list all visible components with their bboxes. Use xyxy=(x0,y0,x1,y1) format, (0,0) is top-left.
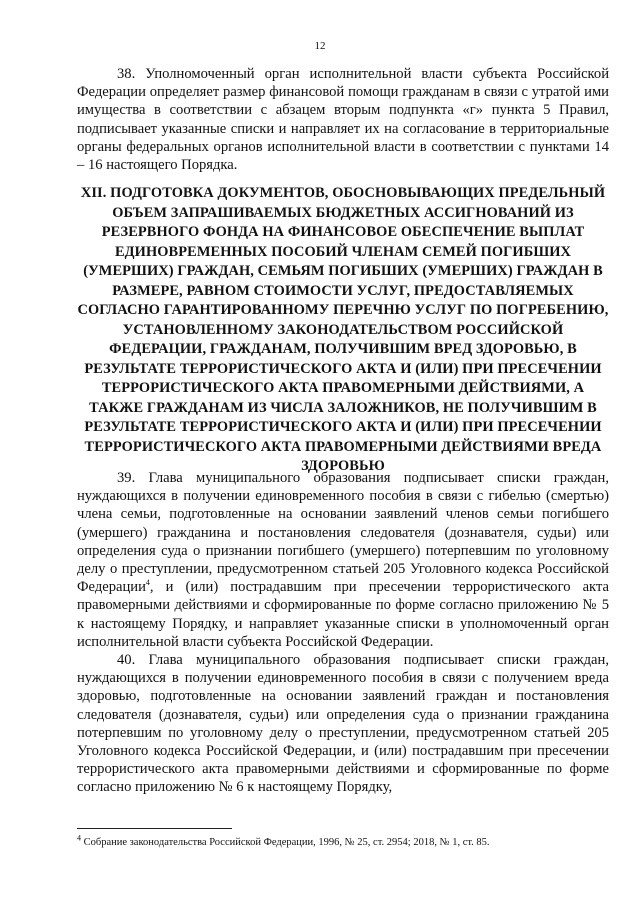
footnote-divider xyxy=(77,828,232,829)
footnote-text: Собрание законодательства Российской Федерации, 1996, № 25, ст. 2954; 2018, № 1, ст. 85. xyxy=(81,837,490,848)
paragraph-39-text-end: , и (или) пострадавшим при пресечении террористического акта правомерными действиями и сформированные по форме согласно приложению № 5 к настоящему Порядку, и направляет указанные списки в уполномоченный орган исполнительной власти субъекта Российской Федерации. xyxy=(77,579,609,650)
section-heading: XII. ПОДГОТОВКА ДОКУМЕНТОВ, ОБОСНОВЫВАЮЩИХ ПРЕДЕЛЬНЫЙ ОБЪЕМ ЗАПРАШИВАЕМЫХ БЮДЖЕТНЫХ АССИГНОВАНИЙ ИЗ РЕЗЕРВНОГО ФОНДА НА ФИНАНСОВОЕ ОБЕСПЕЧЕНИЕ ВЫПЛАТ ЕДИНОВРЕМЕННЫХ ПОСОБИЙ ЧЛЕНАМ СЕМЕЙ ПОГИБШИХ (УМЕРШИХ) ГРАЖДАН, СЕМЬЯМ ПОГИБШИХ (УМЕРШИХ) ГРАЖДАН В РАЗМЕРЕ, РАВНОМ СТОИМОСТИ УСЛУГ, ПРЕДОСТАВЛЯЕМЫХ СОГЛАСНО ГАРАНТИРОВАННОМУ ПЕРЕЧНЮ УСЛУГ ПО ПОГРЕБЕНИЮ, УСТАНОВЛЕННОМУ ЗАКОНОДАТЕЛЬСТВОМ РОССИЙСКОЙ ФЕДЕРАЦИИ, ГРАЖДАНАМ, ПОЛУЧИВШИМ ВРЕД ЗДОРОВЬЮ, В РЕЗУЛЬТАТЕ ТЕРРОРИСТИЧЕСКОГО АКТА И (ИЛИ) ПРИ ПРЕСЕЧЕНИИ ТЕРРОРИСТИЧЕСКОГО АКТА ПРАВОМЕРНЫМИ ДЕЙСТВИЯМИ, А ТАКЖЕ ГРАЖДАНАМ ИЗ ЧИСЛА ЗАЛОЖНИКОВ, НЕ ПОЛУЧИВШИМ В РЕЗУЛЬТАТЕ ТЕРРОРИСТИЧЕСКОГО АКТА И (ИЛИ) ПРИ ПРЕСЕЧЕНИИ ТЕРРОРИСТИЧЕСКОГО АКТА ПРАВОМЕРНЫМИ ДЕЙСТВИЯМИ ВРЕДА ЗДОРОВЬЮ xyxy=(77,185,609,474)
footnote-reference: 4 xyxy=(145,578,150,588)
paragraph-40: 40. Глава муниципального образования подписывает списки граждан, нуждающихся в получении единовременного пособия в связи с получением вреда здоровью, подготовленные на основании заявлений граждан и постановления следователя (дознавателя, судьи) или определения суда о признании гражданина потерпевшим по уголовному делу о преступлении, предусмотренном статьей 205 Уголовного кодекса Российской Федерации, и (или) пострадавшим при пресечении террористического акта правомерными действиями и сформированные по форме согласно приложению № 6 к настоящему Порядку, xyxy=(77,652,609,796)
paragraph-38: 38. Уполномоченный орган исполнительной власти субъекта Российской Федерации определяет размер финансовой помощи гражданам в связи с утратой ими имущества в соответствии с абзацем вторым подпункта «г» пункта 5 Правил, подписывает указанные списки и направляет их на согласование в территориальные органы федеральных органов исполнительной власти в соответствии с пунктами 14 – 16 настоящего Порядка. xyxy=(77,66,609,174)
footnote xyxy=(77,833,609,849)
page-number: 12 xyxy=(314,40,326,52)
footnote-number: 4 xyxy=(77,833,81,843)
paragraph-39 xyxy=(77,469,609,651)
paragraph-38-block xyxy=(77,65,609,174)
paragraphs-39-40-block xyxy=(77,469,609,797)
paragraph-39-text-start: 39. Глава муниципального образования подписывает списки граждан, нуждающихся в получении единовременного пособия в связи с гибелью (смертью) члена семьи, подготовленные на основании заявлений членов семьи погибшего (умершего) гражданина и постановления следователя (дознавателя, судьи) или определения суда о признании погибшего (умершего) потерпевшим по уголовному делу о преступлении, предусмотренном статьей 205 Уголовного кодекса Российской Федерации xyxy=(77,470,609,596)
